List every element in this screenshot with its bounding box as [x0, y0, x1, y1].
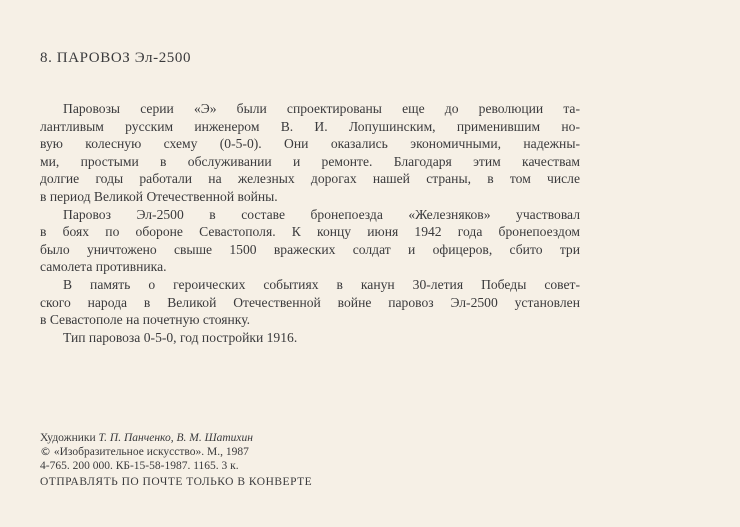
paragraph: [40, 329, 580, 347]
mail-instruction: ОТПРАВЛЯТЬ ПО ПОЧТЕ ТОЛЬКО В КОНВЕРТЕ: [40, 476, 313, 488]
text-line: в Севастополе на почетную стоянку.: [40, 312, 251, 328]
page-title: 8. ПАРОВОЗ Эл-2500: [40, 50, 192, 66]
copyright-icon: ©: [40, 445, 51, 458]
artists-label: Художники: [40, 432, 96, 444]
text-line: ского народа в Великой Отечественной войне паровоз Эл-2500 установлен: [40, 294, 580, 310]
text-line: ми, простыми в обслуживании и ремонте. Благодаря этим качествам: [40, 153, 580, 169]
credits-block: [40, 431, 253, 473]
print-code: 4-765. 200 000. КБ-15-58-1987. 1165. 3 к.: [40, 460, 239, 472]
text-line: Паровозы серии «Э» были спроектированы еще до революции та-: [63, 101, 580, 116]
text-line: В память о героических событиях в канун 30-летия Победы совет-: [63, 276, 580, 292]
text-line: долгие годы работали на железных дорогах нашей страны, в том числе: [40, 171, 580, 187]
artists-names: Т. П. Панченко, В. М. Шатихин: [98, 432, 253, 444]
text-line: Паровоз Эл-2500 в составе бронепоезда «Железняков» участвовал: [63, 206, 580, 222]
artists-line: [40, 431, 253, 445]
text-line: лантливым русским инженером В. И. Лопушинским, применившим но-: [40, 118, 580, 134]
text-line: в период Великой Отечественной войны.: [40, 188, 278, 204]
text-line: вую колесную схему (0-5-0). Они оказались экономичными, надежны-: [40, 136, 580, 152]
text-line: Тип паровоза 0-5-0, год постройки 1916.: [63, 329, 298, 345]
text-line: было уничтожено свыше 1500 вражеских солдат и офицеров, сбито три: [40, 241, 580, 257]
publisher: «Изобразительное искусство». М., 1987: [53, 446, 249, 458]
description-text: [40, 100, 580, 346]
paragraph: [40, 206, 580, 276]
paragraph: [40, 100, 580, 206]
text-line: в боях по обороне Севастополя. К концу июня 1942 года бронепоездом: [40, 224, 580, 240]
publisher-line: [40, 445, 253, 459]
text-line: самолета противника.: [40, 259, 167, 275]
paragraph: [40, 276, 580, 329]
